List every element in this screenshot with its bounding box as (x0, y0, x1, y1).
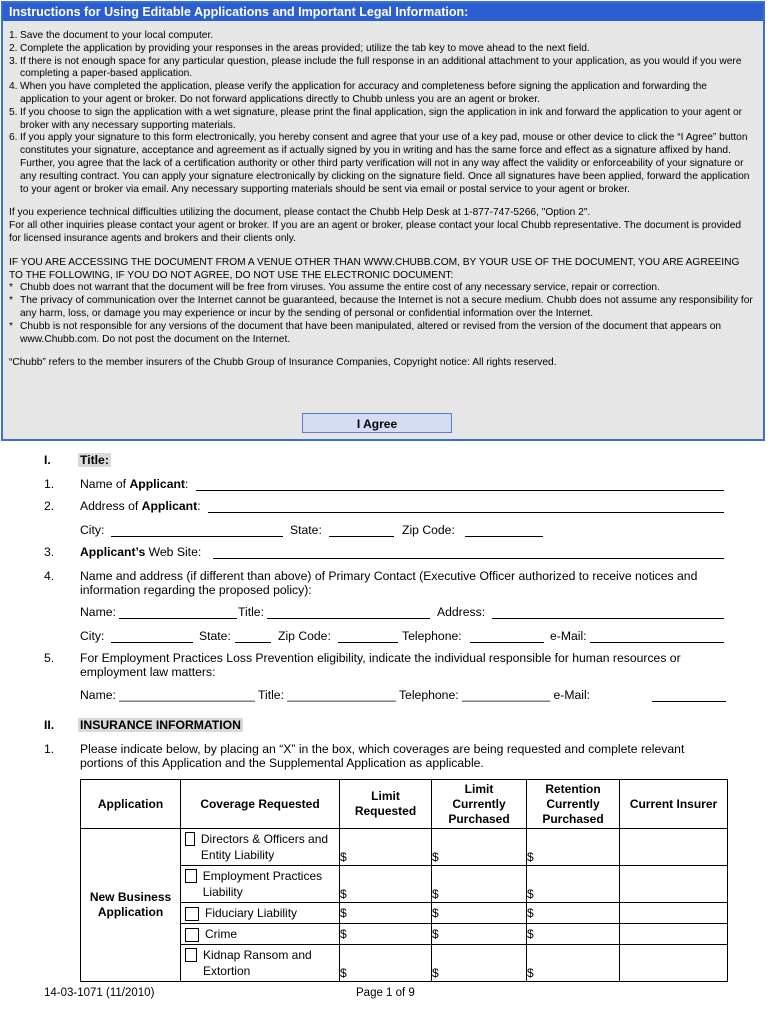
limit-current-cell[interactable]: $ (432, 829, 527, 866)
q2-number: 2. (44, 499, 55, 513)
checkbox-kidnap-ransom[interactable] (185, 948, 197, 962)
checkbox-crime[interactable] (185, 928, 199, 942)
instruction-number: 5. (9, 106, 18, 118)
limit-current-cell[interactable]: $ (432, 866, 527, 903)
bullet-marker: * (9, 320, 13, 332)
legal-notice-panel (1, 1, 765, 441)
current-insurer-cell[interactable] (620, 829, 728, 866)
section-1-number: I. (44, 453, 51, 467)
retention-cell[interactable]: $ (527, 945, 620, 982)
header-retention-currently-purchased: Retention Currently Purchased (527, 780, 620, 829)
current-insurer-cell[interactable] (620, 924, 728, 945)
contact-zip-label: Zip Code: (278, 629, 331, 643)
q4-number: 4. (44, 569, 55, 583)
coverage-label: Employment Practices Liability (202, 869, 323, 899)
q2-label-post: : (197, 499, 201, 513)
coverage-header-row (81, 780, 728, 829)
q5-text-line2: employment law matters: (80, 665, 216, 679)
notice-body (3, 21, 763, 370)
q1-label-post: : (184, 477, 189, 491)
applicant-address-field[interactable] (208, 498, 724, 513)
form-id: 14-03-1071 (11/2010) (44, 987, 155, 999)
section-2-number: II. (44, 718, 55, 732)
contact-telephone-field[interactable] (470, 628, 544, 643)
limit-requested-cell[interactable]: $ (340, 945, 432, 982)
instruction-text: If you apply your signature to this form electronically, you hereby consent and agree that your use of a key pad, mouse or other device to click the “I Agree” button constitutes your signature, acceptance and agreement as if actually signed by you in writing and has the same force and effect as a signature affixed by hand. Further, you agree that the lack of a certification authority or other third party verification will not in any way affect the validity or enforceability of your signature or any resulting contract. You can apply your signature electronically by clicking on the signature field. Once all signatures have been applied, forward the application to your agent or broker via email. Any necessary supporting materials should be sent via email or postal service to your agent or broker. (20, 132, 750, 195)
coverage-cell (181, 866, 340, 903)
header-application: Application (81, 780, 181, 829)
section-2-title: INSURANCE INFORMATION (80, 718, 241, 732)
contact-address-field[interactable] (492, 604, 724, 619)
contact-address-label: Address: (437, 605, 486, 619)
contact-city-label: City: (80, 629, 105, 643)
instruction-number: 3. (9, 55, 18, 67)
limit-requested-cell[interactable]: $ (340, 866, 432, 903)
instruction-text: Save the document to your local computer. (20, 30, 214, 41)
hr-contact-line[interactable]: Name: ____________________ Title: ________________ Telephone: _____________ e-Mail: (80, 688, 591, 702)
contact-state-label: State: (199, 629, 231, 643)
contact-email-label: e-Mail: (550, 629, 587, 643)
limit-current-cell[interactable]: $ (432, 924, 527, 945)
checkbox-directors-officers[interactable] (185, 832, 195, 846)
instruction-list (9, 30, 755, 196)
checkbox-employment-practices[interactable] (185, 869, 197, 883)
coverage-label: Fiduciary Liability (205, 906, 298, 920)
coverage-label: Kidnap Ransom and Extortion (202, 948, 312, 978)
s2-q1-text-line2: portions of this Application and the Supplemental Application as applicable. (80, 756, 484, 770)
contact-name-field[interactable] (119, 604, 237, 619)
instruction-item (9, 56, 755, 82)
website-field[interactable] (213, 544, 724, 559)
applicant-state-field[interactable] (329, 522, 394, 537)
instruction-number: 2. (9, 42, 18, 54)
state-label: State: (290, 523, 322, 537)
coverage-cell (181, 924, 340, 945)
contact-telephone-label: Telephone: (402, 629, 462, 643)
retention-cell[interactable]: $ (527, 866, 620, 903)
current-insurer-cell[interactable] (620, 903, 728, 924)
limit-requested-cell[interactable]: $ (340, 903, 432, 924)
contact-title-label: Title: (238, 605, 264, 619)
q5-text-line1: For Employment Practices Loss Prevention eligibility, indicate the individual responsible for human resources or (80, 651, 681, 665)
contact-state-field[interactable] (235, 628, 271, 643)
bullet-marker: * (9, 295, 13, 307)
section-1-title: Title: (80, 453, 109, 467)
instruction-item (9, 43, 755, 56)
help-desk-text: If you experience technical difficulties utilizing the document, please contact the Chubb Help Desk at 1-877-747-5266, "Option 2". (9, 207, 591, 219)
instruction-number: 4. (9, 81, 18, 93)
venue-warning: IF YOU ARE ACCESSING THE DOCUMENT FROM A VENUE OTHER THAN WWW.CHUBB.COM, BY YOUR USE OF THE DOCUMENT, YOU ARE AGREEING TO THE FOLLOWING, IF YOU DO NOT AGREE, DO NOT USE THE ELECTRONIC DOCUMENT: (9, 256, 740, 281)
q1-number: 1. (44, 477, 55, 491)
hr-email-field[interactable] (652, 687, 726, 702)
coverage-label: Crime (205, 927, 237, 941)
contact-name-label: Name: (80, 605, 116, 619)
retention-cell[interactable]: $ (527, 903, 620, 924)
limit-current-cell[interactable]: $ (432, 903, 527, 924)
q4-text-line1: Name and address (if different than above) of Primary Contact (Executive Officer authorized to receive notices and (80, 569, 698, 583)
disclaimer-item (9, 282, 755, 295)
instruction-text: If there is not enough space for any particular question, please include the full response in an additional attachment to your application, as you would if you were completing a paper-based application. (20, 55, 742, 80)
header-current-insurer: Current Insurer (620, 780, 728, 829)
current-insurer-cell[interactable] (620, 945, 728, 982)
s2-q1-number: 1. (44, 742, 55, 756)
page-number: Page 1 of 9 (356, 987, 415, 999)
applicant-name-field[interactable] (196, 476, 724, 491)
i-agree-button[interactable]: I Agree (302, 413, 452, 433)
contact-title-field[interactable] (267, 604, 430, 619)
instruction-item (9, 132, 755, 196)
checkbox-fiduciary[interactable] (185, 907, 199, 921)
q3-label-post: Web Site: (145, 545, 202, 559)
table-row (81, 829, 728, 866)
contact-email-field[interactable] (590, 628, 724, 643)
instruction-item (9, 81, 755, 107)
applicant-zip-field[interactable] (465, 522, 543, 537)
disclaimer-list (9, 282, 755, 346)
coverage-cell (181, 903, 340, 924)
contact-city-field[interactable] (111, 628, 193, 643)
header-limit-currently-purchased: Limit Currently Purchased (432, 780, 527, 829)
header-coverage-requested: Coverage Requested (181, 780, 340, 829)
q3-label (80, 545, 201, 559)
disclaimer-text: The privacy of communication over the Internet cannot be guaranteed, because the Internet is not a secure medium. Chubb does not assume any responsibility for any harm, loss, or damage you may experience or incur by the sending of personal or confidential information over the Internet. (20, 295, 753, 319)
new-business-application-label: New Business Application (81, 829, 181, 982)
q1-label-pre: Name of (80, 477, 130, 491)
current-insurer-cell[interactable] (620, 866, 728, 903)
coverage-label: Directors & Officers and Entity Liability (200, 832, 329, 862)
instruction-number: 1. (9, 30, 18, 41)
limit-current-cell[interactable]: $ (432, 945, 527, 982)
limit-requested-cell[interactable]: $ (340, 829, 432, 866)
q5-number: 5. (44, 651, 55, 665)
s2-q1-text-line1: Please indicate below, by placing an “X” in the box, which coverages are being requested and complete relevant (80, 742, 685, 756)
q3-label-bold: Applicant’s (80, 545, 146, 559)
coverage-cell (181, 829, 340, 866)
instruction-number: 6. (9, 132, 18, 144)
instruction-text: If you choose to sign the application with a wet signature, please print the final application, sign the application in ink and forward the application to your agent or broker with any necessary supporting materials. (20, 106, 743, 131)
instruction-item (9, 107, 755, 133)
disclaimer-text: Chubb is not responsible for any versions of the document that have been manipulated, altered or revised from the version of the document that appears on www.Chubb.com. Do not post the document on the Internet. (20, 320, 722, 345)
inquiries-text: For all other inquiries please contact your agent or broker. If you are an agent or broker, please contact your local Chubb representative. The document is provided for licensed insurance agents and brokers and their clients only. (9, 220, 742, 244)
instruction-item (9, 30, 755, 43)
coverage-table (80, 779, 728, 982)
contact-zip-field[interactable] (338, 628, 398, 643)
q2-label-pre: Address of (80, 499, 142, 513)
coverage-cell (181, 945, 340, 982)
header-limit-requested: Limit Requested (340, 780, 432, 829)
city-label: City: (80, 523, 105, 537)
instruction-text: Complete the application by providing your responses in the areas provided; utilize the tab key to move ahead to the next field. (20, 42, 590, 54)
limit-requested-cell[interactable]: $ (340, 924, 432, 945)
q1-label-bold: Applicant (129, 477, 185, 491)
disclaimer-item (9, 321, 755, 347)
q2-label (80, 499, 201, 513)
q1-label (80, 477, 188, 491)
zip-label: Zip Code: (402, 523, 455, 537)
q2-label-bold: Applicant (141, 499, 198, 513)
disclaimer-text: Chubb does not warrant that the document will be free from viruses. You assume the entire cost of any necessary service, repair or correction. (20, 282, 660, 294)
retention-cell[interactable]: $ (527, 829, 620, 866)
retention-cell[interactable]: $ (527, 924, 620, 945)
applicant-city-field[interactable] (111, 522, 283, 537)
copyright-notice: “Chubb” refers to the member insurers of the Chubb Group of Insurance Companies, Copyright notice: All rights reserved. (9, 357, 557, 369)
bullet-marker: * (9, 282, 13, 294)
q3-number: 3. (44, 545, 55, 559)
notice-title: Instructions for Using Editable Applications and Important Legal Information: (3, 3, 763, 21)
q4-text-line2: information regarding the proposed policy): (80, 583, 312, 597)
instruction-text: When you have completed the application, please verify the application for accuracy and completeness before signing the application and forwarding the application to your agent or broker. Do not forward applications directly to Chubb unless you are an agent or broker. (20, 81, 707, 105)
disclaimer-item (9, 295, 755, 321)
